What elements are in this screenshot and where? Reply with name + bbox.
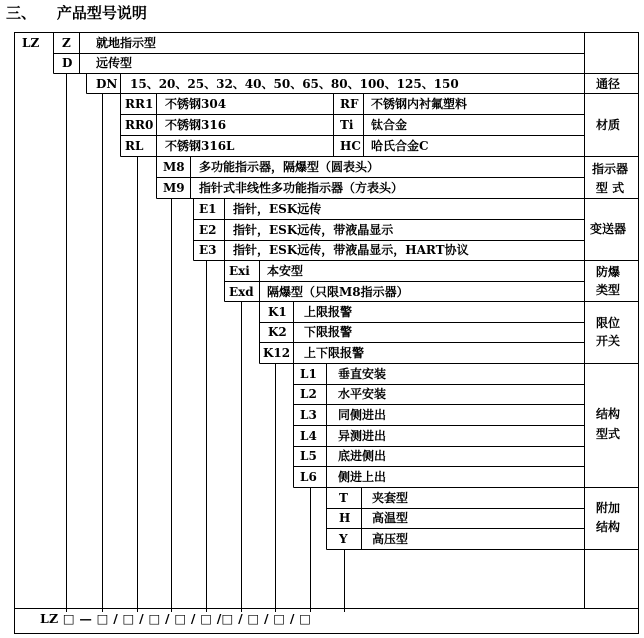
label-indicator-type: 指示器型 式 — [591, 162, 628, 195]
code-H: H — [339, 511, 351, 525]
code-RR0: RR0 — [125, 118, 154, 132]
code-Exi: Exi — [229, 264, 250, 278]
code-L6: L6 — [300, 470, 317, 484]
code-L3: L3 — [300, 408, 317, 422]
code-M8: M8 — [163, 160, 185, 174]
desc-T: 夹套型 — [372, 491, 409, 505]
code-E1: E1 — [199, 202, 217, 216]
code-RL: RL — [125, 139, 144, 153]
desc-L2: 水平安装 — [338, 387, 387, 401]
code-K1: K1 — [268, 305, 287, 319]
desc-E2: 指针，ESK远传，带液晶显示 — [233, 223, 394, 237]
desc-Z: 就地指示型 — [96, 36, 157, 50]
desc-K2: 下限报警 — [304, 325, 353, 339]
code-K12: K12 — [263, 346, 291, 360]
desc-RR1: 不锈钢304 — [165, 97, 227, 111]
code-K2: K2 — [268, 325, 287, 339]
desc-L4: 异测进出 — [338, 429, 387, 443]
desc-L5: 底进侧出 — [338, 449, 387, 463]
code-LZ: LZ — [22, 36, 40, 50]
desc-L1: 垂直安装 — [338, 367, 387, 381]
desc-E3: 指针，ESK远传，带液晶显示，HART协议 — [233, 243, 469, 257]
desc-Ti: 钛合金 — [371, 118, 408, 132]
desc-H: 高温型 — [372, 511, 409, 525]
code-DN: DN — [96, 77, 118, 91]
code-L4: L4 — [300, 429, 317, 443]
code-L2: L2 — [300, 387, 317, 401]
code-Z: Z — [62, 36, 71, 50]
code-Exd: Exd — [229, 285, 254, 299]
label-additional-structure: 附加结构 — [596, 501, 621, 534]
label-material: 材质 — [596, 118, 621, 132]
desc-Exi: 本安型 — [267, 264, 304, 278]
desc-E1: 指针，ESK远传 — [233, 202, 322, 216]
label-nominal-diameter: 通径 — [596, 77, 621, 91]
code-T: T — [339, 491, 348, 505]
desc-RL: 不锈钢316L — [165, 139, 235, 153]
code-L1: L1 — [300, 367, 317, 381]
desc-M8: 多功能指示器，隔爆型（圆表头） — [199, 160, 380, 174]
code-RR1: RR1 — [125, 97, 154, 111]
code-Y: Y — [339, 532, 348, 546]
desc-K12: 上下限报警 — [304, 346, 365, 360]
label-structure-type: 结构型式 — [596, 407, 621, 441]
code-RF: RF — [340, 97, 359, 111]
desc-L6: 侧进上出 — [338, 470, 387, 484]
model-code-formula: LZ □ — □ / □ / □ / □ / □ /□ / □ / □ / □ — [40, 611, 312, 626]
desc-RF: 不锈钢内衬氟塑料 — [371, 97, 468, 111]
code-E3: E3 — [199, 243, 217, 257]
desc-RR0: 不锈钢316 — [165, 118, 227, 132]
desc-Y: 高压型 — [372, 532, 409, 546]
desc-D: 远传型 — [96, 56, 133, 70]
code-Ti: Ti — [340, 118, 354, 132]
desc-HC: 哈氏合金C — [371, 139, 429, 153]
code-HC: HC — [340, 139, 361, 153]
code-L5: L5 — [300, 449, 317, 463]
code-M9: M9 — [163, 181, 185, 195]
label-transmitter: 变送器 — [590, 222, 627, 236]
section-heading: 三、 产品型号说明 — [6, 4, 147, 22]
desc-M9: 指针式非线性多功能指示器（方表头） — [199, 181, 404, 195]
desc-Exd: 隔爆型（只限M8指示器） — [267, 285, 409, 299]
desc-K1: 上限报警 — [304, 305, 353, 319]
desc-L3: 同侧进出 — [338, 408, 387, 422]
code-D: D — [62, 56, 73, 70]
label-limit-switch: 限位开关 — [596, 316, 621, 348]
label-explosion-proof-type: 防爆类型 — [596, 265, 621, 297]
desc-DN: 15、20、25、32、40、50、65、80、100、125、150 — [130, 77, 459, 91]
code-E2: E2 — [199, 223, 217, 237]
